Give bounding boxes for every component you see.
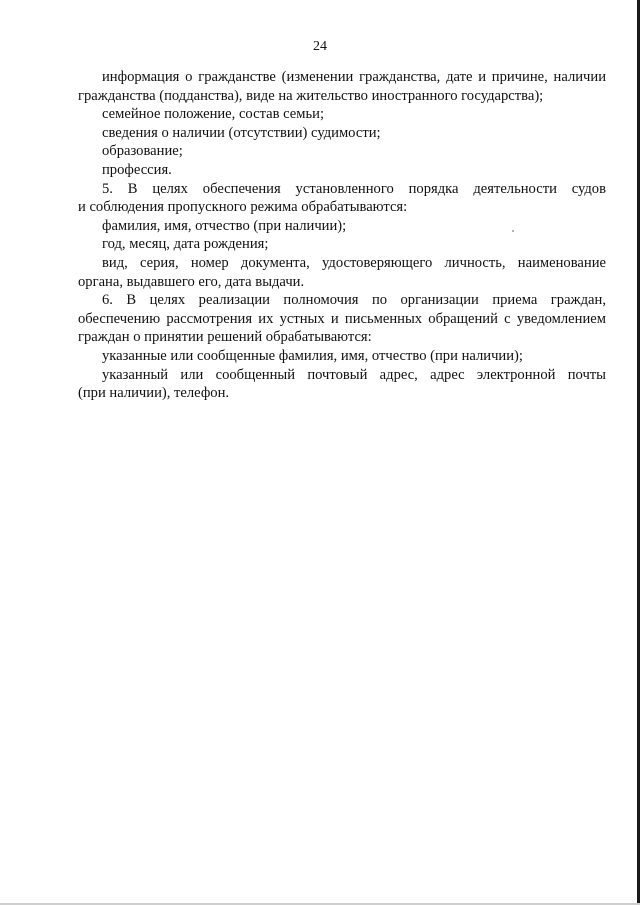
paragraph-family-status: [78, 105, 606, 124]
text-line: вид, серия, номер документа, удостоверяющего личность, наименование: [102, 254, 606, 271]
text-line: (при наличии), телефон.: [78, 385, 230, 402]
paragraph-birth-date: [78, 235, 606, 254]
paragraph-citizenship-info: [78, 68, 606, 105]
text-line: год, месяц, дата рождения;: [102, 236, 269, 253]
paragraph-criminal-record: [78, 124, 606, 143]
scan-speck: [512, 230, 514, 232]
paragraph-full-name: [78, 217, 606, 236]
text-line: 6. В целях реализации полномочия по организации приема граждан,: [102, 292, 606, 309]
paragraph-education: [78, 142, 606, 161]
paragraph-profession: [78, 161, 606, 180]
text-line: гражданства (подданства), виде на жительство иностранного государства);: [78, 87, 544, 104]
text-line: 5. В целях обеспечения установленного порядка деятельности судов: [102, 180, 606, 197]
text-line: указанный или сообщенный почтовый адрес, адрес электронной почты: [102, 366, 606, 383]
text-line: профессия.: [102, 161, 172, 178]
page-number: 24: [313, 39, 327, 54]
text-line: и соблюдения пропускного режима обрабатываются:: [78, 199, 408, 216]
clause-5: [78, 180, 606, 217]
text-line: семейное положение, состав семьи;: [102, 106, 325, 123]
paragraph-identity-document: [78, 254, 606, 291]
text-line: указанные или сообщенные фамилия, имя, отчество (при наличии);: [102, 347, 523, 364]
text-line: органа, выдавшего его, дата выдачи.: [78, 273, 305, 290]
text-line: граждан о принятии решений обрабатываются:: [78, 329, 372, 346]
text-line: обеспечению рассмотрения их устных и письменных обращений с уведомлением: [78, 310, 606, 327]
text-line: информация о гражданстве (изменении гражданства, дате и причине, наличии: [102, 69, 606, 85]
paragraph-contact-info: [78, 366, 606, 403]
text-line: сведения о наличии (отсутствии) судимости;: [102, 124, 381, 141]
text-line: образование;: [102, 143, 183, 160]
clause-6: [78, 291, 606, 347]
document-body: [78, 68, 606, 403]
paragraph-stated-name: [78, 347, 606, 366]
text-line: фамилия, имя, отчество (при наличии);: [102, 217, 347, 234]
